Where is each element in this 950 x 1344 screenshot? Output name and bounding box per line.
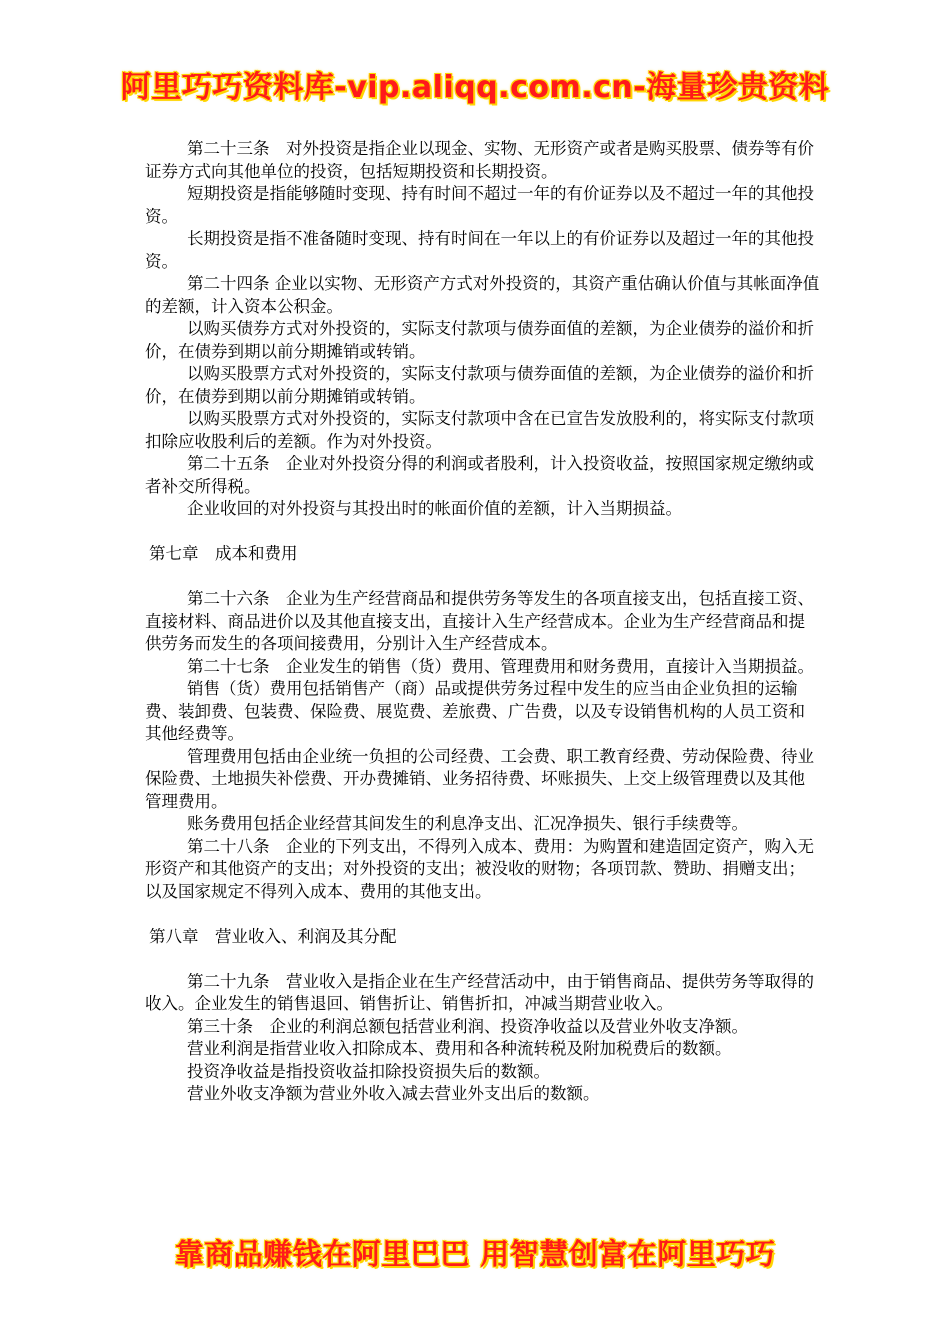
finance-expense-paragraph: 账务费用包括企业经营其间发生的利息净支出、汇况净损失、银行手续费等。 [187,814,748,833]
article-24: 第二十四条 企业以实物、无形资产方式对外投资的，其资产重估确认价值与其帐面净值的差额，计入资本公积金。 [145,274,820,316]
short-term-investment-paragraph: 短期投资是指能够随时变现、持有时间不超过一年的有价证券以及不超过一年的其他投资。 [145,184,814,226]
non-operating-paragraph: 营业外收支净额为营业外收入减去营业外支出后的数额。 [187,1084,600,1103]
article-29: 第二十九条 营业收入是指企业在生产经营活动中，由于销售商品、提供劳务等取得的收入。企业发生的销售退回、销售折让、销售折扣，冲减当期营业收入。 [145,971,814,1013]
article-23: 第二十三条 对外投资是指企业以现金、实物、无形资产或者是购买股票、债券等有价证券方式向其他单位的投资，包括短期投资和长期投资。 [145,139,814,181]
stock-purchase-paragraph: 以购买股票方式对外投资的，实际支付款项与债券面值的差额，为企业债券的溢价和折价，在债券到期以前分期摊销或转销。 [145,364,814,406]
article-27: 第二十七条 企业发生的销售（货）费用、管理费用和财务费用，直接计入当期损益。 [187,656,814,676]
long-term-investment-paragraph: 长期投资是指不准备随时变现、持有时间在一年以上的有价证券以及超过一年的其他投资。 [145,229,814,271]
article-28: 第二十八条 企业的下列支出，不得列入成本、费用：为购置和建造固定资产，购入无形资产和其他资产的支出；对外投资的支出；被没收的财物；各项罚款、赞助、捐赠支出；以及国家规定不得列入成本、费用的其他支出。 [145,836,814,901]
chapter-8-heading: 第八章 营业收入、利润及其分配 [149,926,397,946]
header-banner: 阿里巧巧资料库-vip.aliqq.com.cn-海量珍贵资料 [120,70,830,105]
article-30: 第三十条 企业的利润总额包括营业利润、投资净收益以及营业外收支净额。 [187,1016,748,1036]
bond-purchase-paragraph: 以购买债券方式对外投资的，实际支付款项与债券面值的差额，为企业债券的溢价和折价，在债券到期以前分期摊销或转销。 [145,319,814,361]
sales-expense-paragraph: 销售（货）费用包括销售产（商）品或提供劳务过程中发生的应当由企业负担的运输费、装卸费、包装费、保险费、展览费、差旅费、广告费，以及专设销售机构的人员工资和其他经费等。 [145,679,805,743]
investment-income-paragraph: 投资净收益是指投资收益扣除投资损失后的数额。 [187,1061,550,1081]
footer-banner: 靠商品赚钱在阿里巴巴 用智慧创富在阿里巧巧 [174,1237,776,1271]
article-26: 第二十六条 企业为生产经营商品和提供劳务等发生的各项直接支出，包括直接工资、直接材料、商品进价以及其他直接支出，直接计入生产经营成本。企业为生产经营商品和提供劳务而发生的各项间接费用，分别计入生产经营成本。 [145,589,814,653]
chapter-7-heading: 第七章 成本和费用 [149,544,298,563]
document-body [145,138,820,1106]
stock-dividend-paragraph: 以购买股票方式对外投资的，实际支付款项中含在已宣告发放股利的，将实际支付款项扣除应收股利后的差额。作为对外投资。 [145,409,814,451]
article-25: 第二十五条 企业对外投资分得的利润或者股利，计入投资收益，按照国家规定缴纳或者补交所得税。 [145,454,814,496]
operating-profit-paragraph: 营业利润是指营业收入扣除成本、费用和各种流转税及附加税费后的数额。 [187,1039,732,1058]
admin-expense-paragraph: 管理费用包括由企业统一负担的公司经费、工会费、职工教育经费、劳动保险费、待业保险费、土地损失补偿费、开办费摊销、业务招待费、坏账损失、上交上级管理费以及其他管理费用。 [145,746,814,811]
recovered-investment-paragraph: 企业收回的对外投资与其投出时的帐面价值的差额，计入当期损益。 [187,499,682,518]
